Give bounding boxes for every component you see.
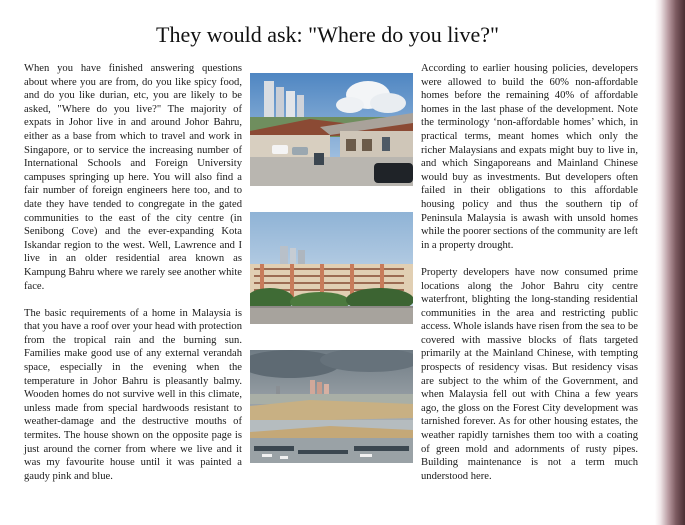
photo-kampung-houses: [250, 73, 413, 186]
page-title: They would ask: "Where do you live?": [156, 22, 499, 47]
paragraph: Property developers have now consumed prime locations along the Johor Bahru city centre waterfront, blighting the long-standing residential communities in the area and restricting public access. Whole islands have risen from the sea to be covered with massive blocks of flats targeted primarily at the Mainland Chinese, with tempting prospects of residency visas. But residency visas are subject to the whim of the Government, and when Malaysia fell out with China a few years ago, the gloss on the Forest City development was tarnished forever. As for other housing estates, the weather rapidly tarnishes them too with a coating of green mold and adornments of rusty pipes. Building maintenance is not a term much understood here.: [421, 266, 638, 482]
page-edge-shadow: [655, 0, 685, 525]
paragraph: According to earlier housing policies, developers were allowed to build the 60% non-affordable homes before the remaining 40% of affordable homes in the last phase of the development. Note the terminology ‘non-affordable homes’ which, in practical terms, meant homes which only the richer Malaysians and expats might buy to live in, and which Singaporeans and Mainland Chinese would buy as investments. But developers often failed in their obligations to this affordable housing policy and thus the southern tip of Peninsula Malaysia is awash with unsold homes while the poorer sections of the community are left in a property drought.: [421, 63, 638, 251]
paragraph: The basic requirements of a home in Malaysia is that you have a roof over your head with protection from the tropical rain and the burning sun. Families make good use of any external verandah space, especially in the evening when the temperature in Johor Bahru is pleasantly balmy. Wooden homes do not survive well in this climate, unless made from special hardwoods resistant to weather-damage and the destructive mouths of termites. The house shown on the opposite page is just around the corner from where we live and it was my favourite house until it was painted a gaudy pink and blue.: [24, 307, 242, 482]
paragraph: When you have finished answering questions about where you are from, do you like spicy food, and do you like durian, etc, you are likely to be asked, "Where do you live?" The majority of expats in Johor live in and around Johor Bahru, either as a base from which to travel and work in Singapore, or to service the increasing number of International Schools and Foreign University campuses springing up here. You will also find a fair number of foreign engineers here too, and to date they have tended to congregate in the gated communities to the east of the city centre (in Senibong Cove) and the ever-expanding Kota Iskandar region to the west. Well, Lawrence and I live in an older residential area known as Kampung Bahru where we rarely see another white face.: [24, 63, 242, 292]
right-text-column: [421, 62, 638, 497]
photo-waterfront-reclamation: [250, 350, 413, 463]
photo-apartment-blocks: [250, 212, 413, 324]
left-text-column: [24, 62, 242, 497]
